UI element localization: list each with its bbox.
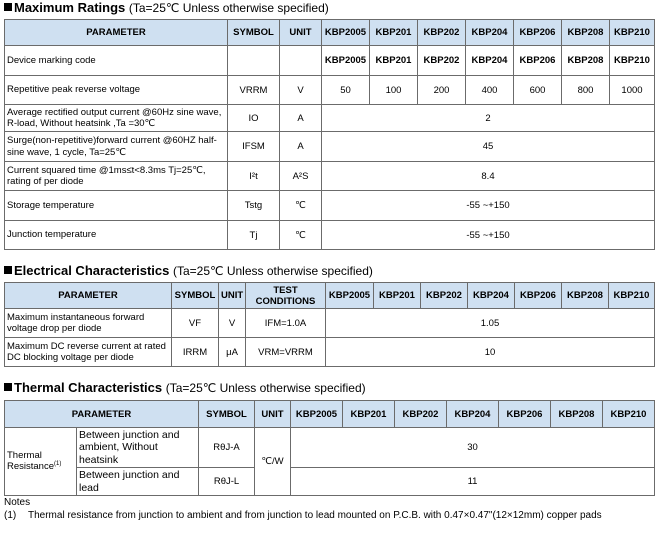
param-cell: Between junction and ambient, Without heatsink: [77, 428, 199, 468]
table-row: [5, 76, 655, 105]
header-cell: SYMBOL: [228, 20, 280, 46]
symbol-cell: RθJ-L: [199, 468, 255, 496]
notes-heading: Notes: [4, 497, 31, 508]
symbol-cell: IO: [228, 105, 280, 132]
value-cell: 8.4: [322, 162, 655, 191]
value-cell: 11: [291, 468, 655, 496]
param-cell: Current squared time @1ms≤t<8.3ms Tj=25℃, rating of per diode: [5, 162, 228, 191]
header-cell: KBP210: [609, 283, 655, 309]
symbol-cell: RθJ-A: [199, 428, 255, 468]
symbol-cell: [228, 46, 280, 76]
header-cell: SYMBOL: [172, 283, 219, 309]
value-cell: -55 ~+150: [322, 221, 655, 250]
header-cell: UNIT: [255, 401, 291, 428]
header-cell: KBP204: [447, 401, 499, 428]
param-cell: Between junction and lead: [77, 468, 199, 496]
symbol-cell: VRRM: [228, 76, 280, 105]
param-cell: Storage temperature: [5, 191, 228, 221]
header-cell: TEST CONDITIONS: [246, 283, 326, 309]
square-bullet-icon: [4, 3, 12, 11]
thermal-resistance-label: Thermal Resistance$^{(1)}$: [5, 428, 77, 496]
table-row: [5, 221, 655, 250]
square-bullet-icon: [4, 383, 12, 391]
max-ratings-table: [4, 19, 655, 250]
header-cell: KBP208: [562, 20, 610, 46]
electrical-condition: (Ta=25℃ Unless otherwise specified): [173, 264, 373, 278]
table-row: [5, 191, 655, 221]
header-cell: KBP204: [466, 20, 514, 46]
notes: [4, 497, 654, 522]
table-header-row: [5, 20, 655, 46]
unit-cell: μA: [219, 338, 246, 367]
value-cell: KBP204: [466, 46, 514, 76]
header-cell: KBP201: [343, 401, 395, 428]
header-cell: KBP206: [514, 20, 562, 46]
value-cell: KBP206: [514, 46, 562, 76]
value-cell: 400: [466, 76, 514, 105]
param-cell: Junction temperature: [5, 221, 228, 250]
value-cell: 30: [291, 428, 655, 468]
value-cell: 200: [418, 76, 466, 105]
header-cell: KBP208: [551, 401, 603, 428]
value-cell: 45: [322, 132, 655, 162]
header-cell: PARAMETER: [5, 283, 172, 309]
header-cell: KBP206: [515, 283, 562, 309]
symbol-cell: Tj: [228, 221, 280, 250]
param-cell: Maximum instantaneous forward voltage drop per diode: [5, 309, 172, 338]
header-cell: PARAMETER: [5, 401, 199, 428]
param-cell: Average rectified output current @60Hz sine wave, R-load, Without heatsink ,Ta =30℃: [5, 105, 228, 132]
value-cell: KBP2005: [322, 46, 370, 76]
electrical-table: [4, 282, 655, 367]
unit-cell: A: [280, 132, 322, 162]
table-row: [5, 132, 655, 162]
unit-cell: ℃: [280, 191, 322, 221]
thermal-title: Thermal Characteristics (Ta=25℃ Unless otherwise specified): [4, 380, 366, 395]
value-cell: KBP208: [562, 46, 610, 76]
thermal-table: [4, 400, 655, 496]
table-row: [5, 468, 655, 496]
unit-cell: A²S: [280, 162, 322, 191]
header-cell: KBP208: [562, 283, 609, 309]
param-cell: Device marking code: [5, 46, 228, 76]
max-ratings-title: Maximum Ratings (Ta=25℃ Unless otherwise specified): [4, 0, 329, 15]
header-cell: KBP202: [395, 401, 447, 428]
max-ratings-condition: (Ta=25℃ Unless otherwise specified): [128, 1, 329, 15]
value-cell: 600: [514, 76, 562, 105]
header-cell: UNIT: [280, 20, 322, 46]
test-condition-cell: VRM=VRRM: [246, 338, 326, 367]
symbol-cell: IFSM: [228, 132, 280, 162]
header-cell: KBP2005: [322, 20, 370, 46]
header-cell: KBP2005: [291, 401, 343, 428]
symbol-cell: IRRM: [172, 338, 219, 367]
value-cell: 100: [370, 76, 418, 105]
symbol-cell: Tstg: [228, 191, 280, 221]
table-row: [5, 428, 655, 468]
header-cell: KBP210: [610, 20, 655, 46]
table-row: [5, 338, 655, 367]
thermal-condition: (Ta=25℃ Unless otherwise specified): [165, 381, 366, 395]
note-number: (1): [4, 509, 17, 521]
table-row: [5, 46, 655, 76]
value-cell: 10: [326, 338, 655, 367]
value-cell: 800: [562, 76, 610, 105]
test-condition-cell: IFM=1.0A: [246, 309, 326, 338]
param-cell: Surge(non-repetitive)forward current @60HZ half-sine wave, 1 cycle, Ta=25℃: [5, 132, 228, 162]
table-header-row: [5, 283, 655, 309]
header-cell: KBP202: [418, 20, 466, 46]
header-cell: UNIT: [219, 283, 246, 309]
unit-cell: [280, 46, 322, 76]
value-cell: KBP210: [610, 46, 655, 76]
header-cell: KBP206: [499, 401, 551, 428]
header-cell: KBP210: [603, 401, 655, 428]
square-bullet-icon: [4, 266, 12, 274]
value-cell: KBP201: [370, 46, 418, 76]
header-cell: KBP202: [421, 283, 468, 309]
header-cell: KBP201: [370, 20, 418, 46]
unit-cell: ℃/W: [255, 428, 291, 496]
table-row: [5, 162, 655, 191]
note-item: [4, 510, 654, 523]
header-cell: SYMBOL: [199, 401, 255, 428]
value-cell: 1.05: [326, 309, 655, 338]
header-cell: KBP201: [374, 283, 421, 309]
footnote-ref: (1): [54, 461, 62, 468]
note-text: Thermal resistance from junction to ambient and from junction to lead mounted on P.C.B. with 0.47×0.47"(12×12mm) copper pads: [28, 509, 602, 521]
table-header-row: [5, 401, 655, 428]
value-cell: KBP202: [418, 46, 466, 76]
header-cell: PARAMETER: [5, 20, 228, 46]
unit-cell: V: [280, 76, 322, 105]
electrical-title: Electrical Characteristics (Ta=25℃ Unless otherwise specified): [4, 263, 373, 278]
param-cell: Maximum DC reverse current at rated DC blocking voltage per diode: [5, 338, 172, 367]
header-cell: KBP2005: [326, 283, 374, 309]
value-cell: -55 ~+150: [322, 191, 655, 221]
value-cell: 2: [322, 105, 655, 132]
symbol-cell: I²t: [228, 162, 280, 191]
value-cell: 1000: [610, 76, 655, 105]
table-row: [5, 309, 655, 338]
unit-cell: ℃: [280, 221, 322, 250]
table-row: [5, 105, 655, 132]
unit-cell: A: [280, 105, 322, 132]
header-cell: KBP204: [468, 283, 515, 309]
value-cell: 50: [322, 76, 370, 105]
symbol-cell: VF: [172, 309, 219, 338]
param-cell: Repetitive peak reverse voltage: [5, 76, 228, 105]
unit-cell: V: [219, 309, 246, 338]
